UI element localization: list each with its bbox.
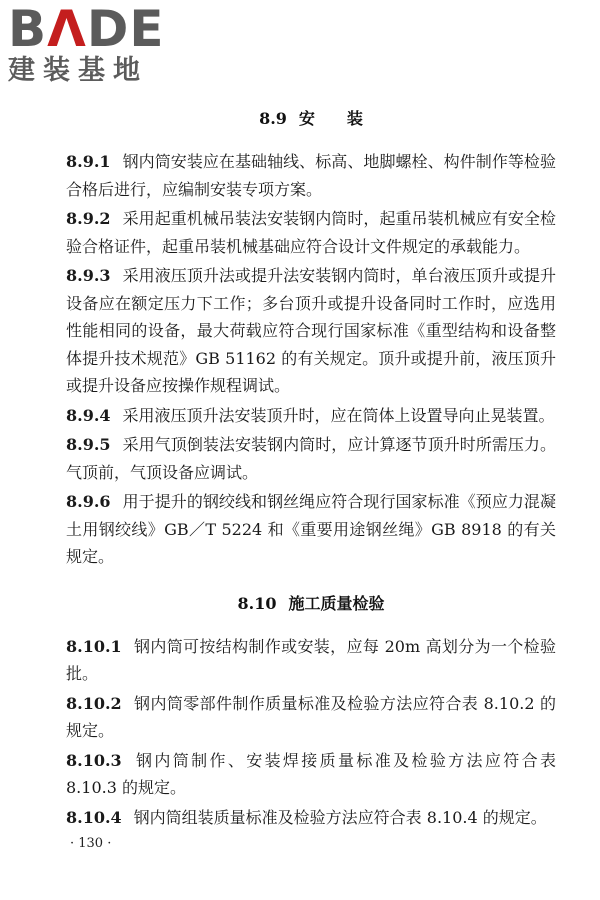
clause <box>66 633 556 688</box>
clause <box>66 148 556 203</box>
clause-text: 用于提升的钢绞线和钢丝绳应符合现行国家标准《预应力混凝土用钢绞线》GB／T 5224 和《重要用途钢丝绳》GB 8918 的有关规定。 <box>66 492 556 566</box>
clause-text: 采用液压顶升法安装顶升时，应在筒体上设置导向止晃装置。 <box>122 405 555 425</box>
clause-number: 8.10.3 <box>66 750 122 770</box>
clause-text: 钢内筒安装应在基础轴线、标高、地脚螺栓、构件制作等检验合格后进行，应编制安装专项方案。 <box>66 152 556 199</box>
clause <box>66 804 556 832</box>
logo-mark-accent: Λ <box>47 0 87 58</box>
section-title: 施工质量检验 <box>288 593 385 613</box>
clause-text: 钢内筒零部件制作质量标准及检验方法应符合表 8.10.2 的规定。 <box>66 693 556 740</box>
clause-text: 钢内筒组装质量标准及检验方法应符合表 8.10.4 的规定。 <box>133 807 547 827</box>
section-number: 8.10 <box>237 593 277 613</box>
clause-number: 8.10.2 <box>66 693 122 713</box>
clause-number: 8.9.4 <box>66 405 111 425</box>
clause-number: 8.10.4 <box>66 807 122 827</box>
clause <box>66 402 556 430</box>
clause <box>66 488 556 571</box>
clause <box>66 747 556 802</box>
section-number: 8.9 <box>259 109 287 128</box>
clause-text: 钢内筒可按结构制作或安装，应每 20m 高划分为一个检验批。 <box>66 636 556 683</box>
section-title: 安 装 <box>298 109 363 128</box>
clause-text: 钢内筒制作、安装焊接质量标准及检验方法应符合表 8.10.3 的规定。 <box>66 750 556 797</box>
clause <box>66 690 556 745</box>
clause <box>66 262 556 400</box>
logo-mark-suffix: DE <box>86 0 165 58</box>
clause-text: 采用起重机械吊装法安装钢内筒时，起重吊装机械应有安全检验合格证件，起重吊装机械基础应符合设计文件规定的承载能力。 <box>66 209 556 256</box>
clause-number: 8.9.1 <box>66 152 111 171</box>
clause <box>66 205 556 260</box>
section-heading-8-10 <box>66 593 556 615</box>
clause-text: 采用液压顶升法或提升法安装钢内筒时，单台液压顶升或提升设备应在额定压力下工作；多台顶升或提升设备同时工作时，应选用性能相同的设备，最大荷载应符合现行国家标准《重型结构和设备整体提升技术规范》GB 51162 的有关规定。顶升或提升前，液压顶升或提升设备应按操作规程调试。 <box>66 266 556 395</box>
clause <box>66 431 556 486</box>
clause-number: 8.9.5 <box>66 435 111 454</box>
page-number: · 130 · <box>70 836 112 851</box>
section-heading-8-9 <box>66 108 556 130</box>
logo-tagline: 建装基地 <box>8 55 148 86</box>
clause-number: 8.10.1 <box>66 636 122 656</box>
clause-text: 采用气顶倒装法安装钢内筒时，应计算逐节顶升时所需压力。气顶前，气顶设备应调试。 <box>66 435 556 482</box>
page-body <box>66 108 556 833</box>
logo-mark-prefix: B <box>8 0 48 58</box>
clause-number: 8.9.6 <box>66 492 111 511</box>
clause-number: 8.9.2 <box>66 209 111 228</box>
publisher-logo <box>8 0 188 86</box>
clause-number: 8.9.3 <box>66 266 111 285</box>
logo-wordmark <box>8 0 188 58</box>
